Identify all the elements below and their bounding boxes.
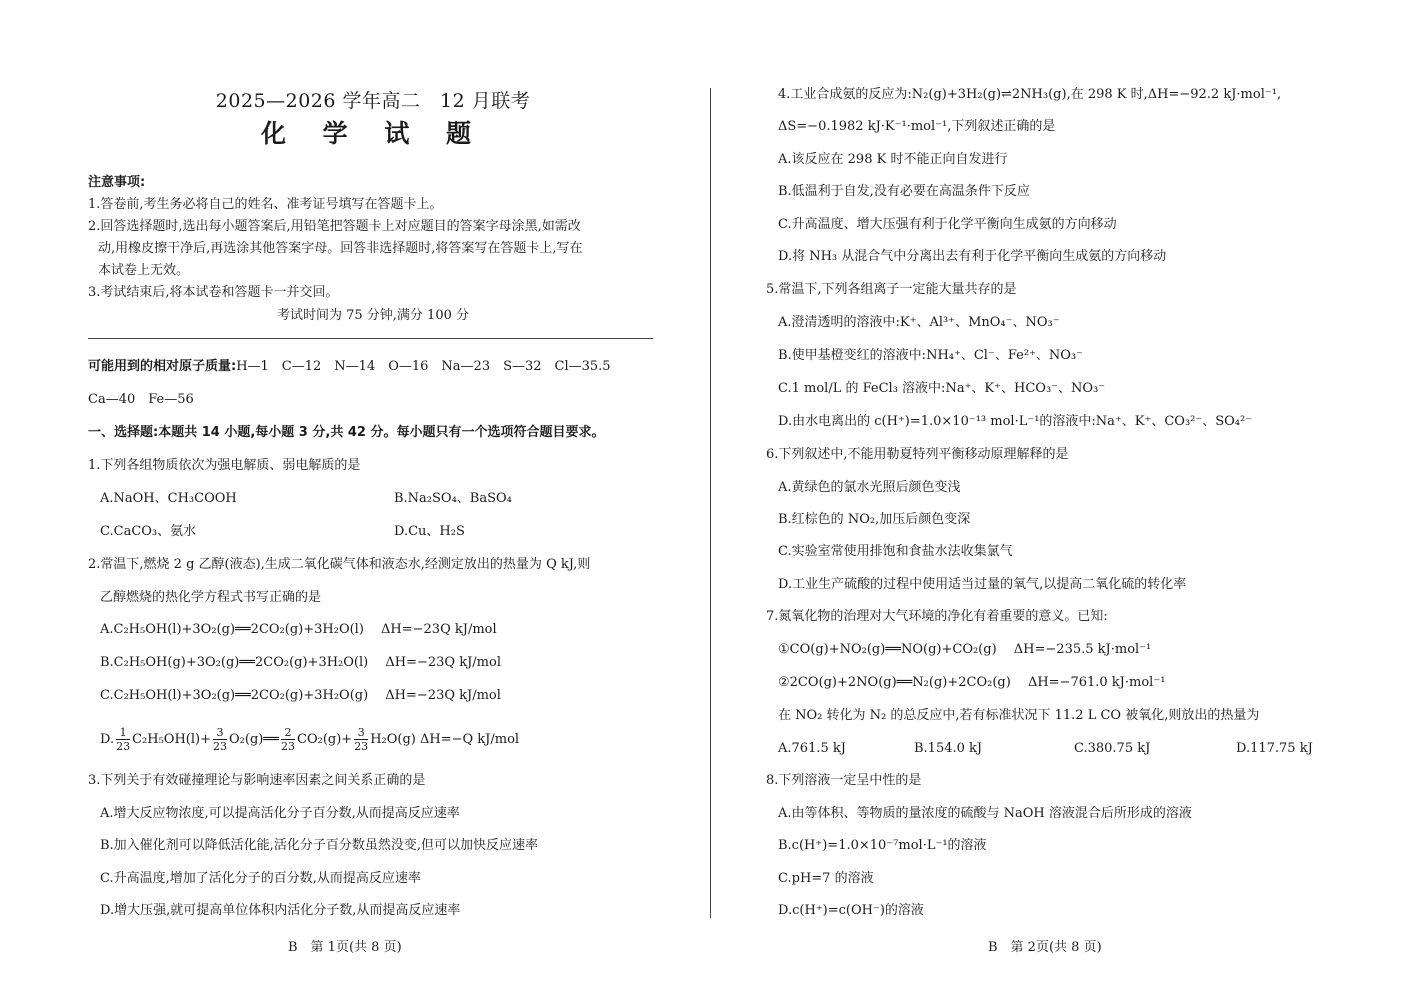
q4-stem-cont: ΔS=−0.1982 kJ·K⁻¹·mol⁻¹,下列叙述正确的是	[778, 119, 1056, 134]
q8-option-a: A.由等体积、等物质的量浓度的硫酸与 NaOH 溶液混合后所形成的溶液	[778, 806, 1192, 821]
q4-option-c: C.升高温度、增大压强有利于化学平衡向生成氨的方向移动	[778, 217, 1117, 232]
q2-stem-cont: 乙醇燃烧的热化学方程式书写正确的是	[100, 590, 322, 605]
section-heading: 一、选择题:本题共 14 小题,每小题 3 分,共 42 分。每小题只有一个选项符合题目要求。	[88, 425, 605, 440]
q2-option-a: A.C₂H₅OH(l)+3O₂(g)══2CO₂(g)+3H₂O(l) ΔH=−23Q kJ/mol	[100, 622, 497, 637]
q7-stem-cont: 在 NO₂ 转化为 N₂ 的总反应中,若有标准状况下 11.2 L CO 被氧化,则放出的热量为	[778, 708, 1260, 723]
q4-stem: 4.工业合成氨的反应为:N₂(g)+3H₂(g)⇌2NH₃(g),在 298 K 时,ΔH=−92.2 kJ·mol⁻¹,	[778, 87, 1282, 102]
q6-stem: 6.下列叙述中,不能用勒夏特列平衡移动原理解释的是	[766, 447, 1069, 462]
q3-option-a: A.增大反应物浓度,可以提高活化分子百分数,从而提高反应速率	[100, 806, 460, 821]
q7-option-b: B.154.0 kJ	[914, 741, 983, 756]
fraction: $\frac{2}{23}$	[281, 726, 295, 753]
q7-equation-1: ①CO(g)+NO₂(g)══NO(g)+CO₂(g) ΔH=−235.5 kJ·mol⁻¹	[778, 642, 1152, 657]
q8-option-d: D.c(H⁺)=c(OH⁻)的溶液	[778, 903, 924, 918]
q7-option-c: C.380.75 kJ	[1074, 741, 1151, 756]
q5-option-c: C.1 mol/L 的 FeCl₃ 溶液中:Na⁺、K⁺、HCO₃⁻、NO₃⁻	[778, 381, 1106, 396]
q7-option-a: A.761.5 kJ	[778, 741, 846, 756]
fraction: $\frac{3}{23}$	[354, 726, 369, 753]
fraction: $\frac{3}{23}$	[213, 726, 227, 753]
q2-stem: 2.常温下,燃烧 2 g 乙醇(液态),生成二氧化碳气体和液态水,经测定放出的热量为 Q kJ,则	[88, 557, 591, 572]
q4-option-d: D.将 NH₃ 从混合气中分离出去有利于化学平衡向生成氨的方向移动	[778, 249, 1167, 264]
atomic-mass-values-1: H—1 C—12 N—14 O—16 Na—23 S—32 Cl—35.5	[236, 359, 611, 374]
q5-stem: 5.常温下,下列各组离子一定能大量共存的是	[766, 282, 1017, 297]
q4-option-b: B.低温利于自发,没有必要在高温条件下反应	[778, 184, 1030, 199]
q6-option-c: C.实验室常使用排饱和食盐水法收集氯气	[778, 544, 1013, 559]
q3-stem: 3.下列关于有效碰撞理论与影响速率因素之间关系正确的是	[88, 773, 426, 788]
q6-option-b: B.红棕色的 NO₂,加压后颜色变深	[778, 512, 971, 527]
atomic-mass-label: 可能用到的相对原子质量:	[88, 359, 237, 374]
q2-option-c: C.C₂H₅OH(l)+3O₂(g)══2CO₂(g)+3H₂O(g) ΔH=−23Q kJ/mol	[100, 688, 501, 703]
page-divider	[710, 88, 711, 918]
page-1-footer: B 第 1页(共 8 页)	[288, 940, 402, 955]
divider-line	[88, 338, 653, 339]
q2-option-b: B.C₂H₅OH(g)+3O₂(g)══2CO₂(g)+3H₂O(l) ΔH=−23Q kJ/mol	[100, 655, 501, 670]
notice-1: 1.答卷前,考生务必将自己的姓名、准考证号填写在答题卡上。	[88, 197, 443, 212]
exam-time: 考试时间为 75 分钟,满分 100 分	[276, 308, 470, 323]
q1-option-c: C.CaCO₃、氨水	[100, 524, 197, 539]
q6-option-d: D.工业生产硫酸的过程中使用适当过量的氧气,以提高二氧化硫的转化率	[778, 577, 1187, 592]
q7-equation-2: ②2CO(g)+2NO(g)══N₂(g)+2CO₂(g) ΔH=−761.0 kJ·mol⁻¹	[778, 675, 1166, 690]
q4-option-a: A.该反应在 298 K 时不能正向自发进行	[778, 152, 1008, 167]
q7-option-d: D.117.75 kJ	[1236, 741, 1313, 756]
q8-option-c: C.pH=7 的溶液	[778, 871, 874, 886]
q3-option-d: D.增大压强,就可提高单位体积内活化分子数,从而提高反应速率	[100, 903, 461, 918]
subject-title: 化 学 试 题	[260, 119, 486, 148]
q1-option-a: A.NaOH、CH₃COOH	[100, 491, 237, 506]
q2-option-d: D. $\frac{1}{23}$ C₂H₅OH(l)+ $\frac{3}{23}$ O₂(g)══ $\frac{2}{23}$ CO₂(g)+ $\frac{3}{23}$ H₂O(g) ΔH=−Q kJ/mol	[100, 726, 520, 753]
notice-3: 3.考试结束后,将本试卷和答题卡一并交回。	[88, 285, 339, 300]
q1-stem: 1.下列各组物质依次为强电解质、弱电解质的是	[88, 458, 361, 473]
atomic-mass-line-1	[88, 358, 611, 376]
notice-2-cont: 动,用橡皮擦干净后,再选涂其他答案字母。回答非选择题时,将答案写在答题卡上,写在	[98, 241, 583, 256]
notice-heading: 注意事项:	[88, 175, 146, 190]
page-2-footer: B 第 2页(共 8 页)	[988, 940, 1102, 955]
q6-option-a: A.黄绿色的氯水光照后颜色变浅	[778, 480, 961, 495]
q5-option-d: D.由水电离出的 c(H⁺)=1.0×10⁻¹³ mol·L⁻¹的溶液中:Na⁺、K⁺、CO₃²⁻、SO₄²⁻	[778, 414, 1253, 429]
q7-stem: 7.氮氧化物的治理对大气环境的净化有着重要的意义。已知:	[766, 609, 1108, 624]
q5-option-a: A.澄清透明的溶液中:K⁺、Al³⁺、MnO₄⁻、NO₃⁻	[778, 315, 1060, 330]
notice-2: 2.回答选择题时,选出每小题答案后,用铅笔把答题卡上对应题目的答案字母涂黑,如需改	[88, 219, 581, 234]
q8-stem: 8.下列溶液一定呈中性的是	[766, 773, 922, 788]
exam-title: 2025—2026 学年高二 12 月联考	[215, 90, 531, 112]
q3-option-b: B.加入催化剂可以降低活化能,活化分子百分数虽然没变,但可以加快反应速率	[100, 838, 538, 853]
notice-2-end: 本试卷上无效。	[98, 263, 190, 278]
q5-option-b: B.使甲基橙变红的溶液中:NH₄⁺、Cl⁻、Fe²⁺、NO₃⁻	[778, 348, 1083, 363]
q3-option-c: C.升高温度,增加了活化分子的百分数,从而提高反应速率	[100, 871, 421, 886]
q1-option-d: D.Cu、H₂S	[394, 524, 465, 539]
fraction: $\frac{1}{23}$	[116, 726, 131, 753]
q1-option-b: B.Na₂SO₄、BaSO₄	[394, 491, 512, 506]
q8-option-b: B.c(H⁺)=1.0×10⁻⁷mol·L⁻¹的溶液	[778, 838, 987, 853]
atomic-mass-line-2: Ca—40 Fe—56	[88, 392, 194, 407]
